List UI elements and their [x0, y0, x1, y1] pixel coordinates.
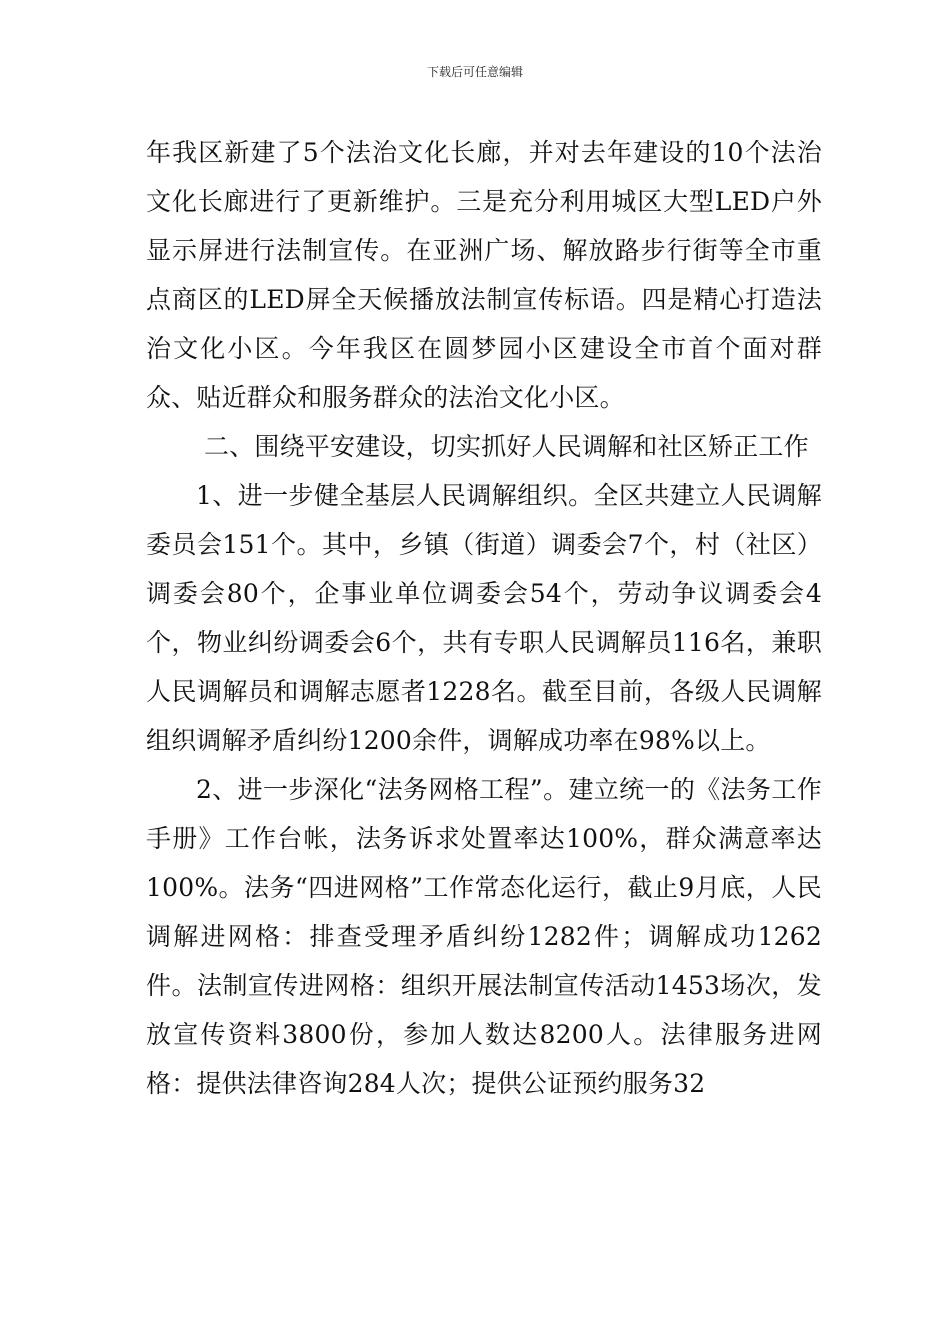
paragraph-continuation: 年我区新建了5个法治文化长廊，并对去年建设的10个法治文化长廊进行了更新维护。三是充分利用城区大型LED户外显示屏进行法制宣传。在亚洲广场、解放路步行街等全市重点商区的LED屏全天候播放法制宣传标语。四是精心打造法治文化小区。今年我区在圆梦园小区建设全市首个面对群众、贴近群众和服务群众的法治文化小区。 — [146, 138, 822, 412]
paragraph-legal-grid-project: 2、进一步深化“法务网格工程”。建立统一的《法务工作手册》工作台帐，法务诉求处置率达100%，群众满意率达100%。法务“四进网格”工作常态化运行，截止9月底，人民调解进网格：排查受理矛盾纠纷1282件；调解成功1262件。法制宣传进网格：组织开展法制宣传活动1453场次，发放宣传资料3800份，参加人数达8200人。法律服务进网格：提供法律咨询284人次；提供公证预约服务32 — [146, 775, 822, 1098]
paragraph-mediation-organization: 1、进一步健全基层人民调解组织。全区共建立人民调解委员会151个。其中，乡镇（街道）调委会7个，村（社区）调委会80个，企事业单位调委会54个，劳动争议调委会4个，物业纠纷调委会6个，共有专职人民调解员116名，兼职人民调解员和调解志愿者1228名。截至目前，各级人民调解组织调解矛盾纠纷1200余件，调解成功率在98%以上。 — [146, 481, 822, 755]
section-heading: 二、围绕平安建设，切实抓好人民调解和社区矫正工作 — [204, 432, 809, 461]
document-body — [146, 128, 822, 1108]
page-header: 下载后可任意编辑 — [426, 65, 523, 79]
